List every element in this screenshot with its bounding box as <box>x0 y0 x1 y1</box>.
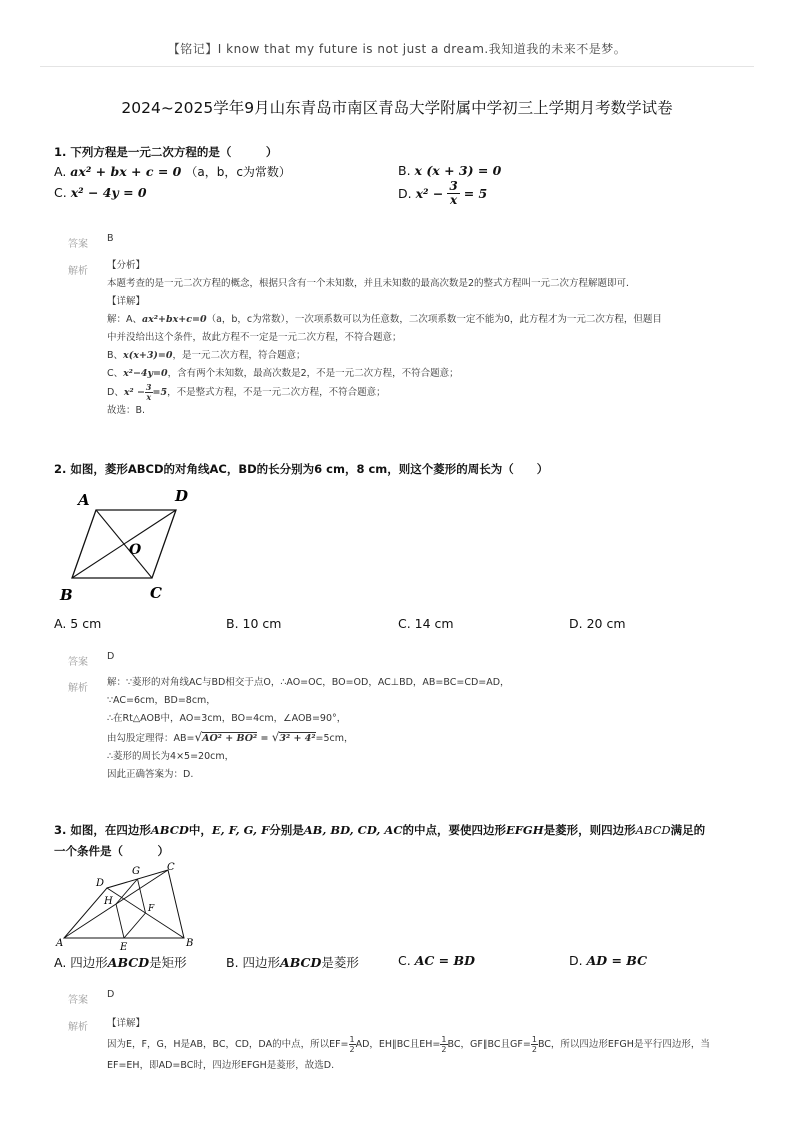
q2-analysis-line: ∴菱形的周长为4×5=20cm， <box>107 751 235 762</box>
q3-option-c[interactable]: C. AC = BD <box>398 953 475 968</box>
q3-stem: 3. 如图，在四边形ABCD中，E, F, G, F分别是AB, BD, CD, AC的中点，要使四边形EFGH是菱形，则四边形ABCD满足的 <box>54 823 706 837</box>
q1-analysis-line: 解：A、ax²+bx+c=0（a，b，c为常数），一次项系数可以为任意数，二次项系数一定不能为0，此方程才为一元二次方程，但题目 <box>107 314 662 325</box>
q2-analysis-line: ∵AC=6cm，BD=8cm， <box>107 695 216 706</box>
q3-analysis-line: 【详解】 <box>107 1018 146 1029</box>
q3-label-c: C <box>167 862 175 873</box>
q2-analysis-line: 由勾股定理得：AB=√AO² + BO² = √3² + 4²=5cm， <box>107 730 354 744</box>
q3-label-e: E <box>120 942 128 952</box>
q2-rhombus-figure <box>52 484 202 606</box>
q1-analysis-line: D、x² − $\frac{3}{x}$ =5，不是整式方程，不是一元二次方程，不符合题意； <box>107 382 386 402</box>
q1-analysis-line: 【分析】 <box>107 260 146 271</box>
q2-answer-label: 答案 <box>68 657 88 668</box>
q3-stem-line2: 一个条件是（ ） <box>54 844 169 858</box>
q1-option-b[interactable] <box>398 163 501 178</box>
q2-option-b[interactable]: B. 10 cm <box>226 616 282 631</box>
q1-option-a-label: A. <box>54 164 67 179</box>
page-title: 2024~2025学年9月山东青岛市南区青岛大学附属中学初三上学期月考数学试卷 <box>121 99 673 117</box>
q1-analysis-line: B、x(x+3)=0，是一元二次方程，符合题意； <box>107 350 306 361</box>
q3-option-d[interactable]: D. AD = BC <box>569 953 648 968</box>
q1-option-c[interactable] <box>54 185 147 200</box>
q1-analysis-line: 故选：B. <box>107 405 146 416</box>
q2-label-o: O <box>129 542 142 558</box>
q3-option-a[interactable]: A. 四边形ABCD是矩形 <box>54 955 187 970</box>
q3-label-b: B <box>186 938 194 949</box>
q1-option-d-fraction <box>447 180 459 207</box>
q3-answer-label: 答案 <box>68 995 88 1006</box>
q3-analysis-label: 解析 <box>68 1022 88 1033</box>
q1-answer-label: 答案 <box>68 239 88 250</box>
q2-analysis-label: 解析 <box>68 683 88 694</box>
q3-quadrilateral-figure <box>54 858 204 952</box>
q1-answer: B <box>107 233 114 244</box>
q1-option-c-math: x² − 4y = 0 <box>70 185 147 200</box>
q1-analysis-label: 解析 <box>68 266 88 277</box>
q2-answer: D <box>107 651 115 662</box>
q3-answer: D <box>107 989 115 1000</box>
q1-analysis-line: 【详解】 <box>107 296 146 307</box>
q1-analysis-line: 本题考查的是一元二次方程的概念，根据只含有一个未知数，并且未知数的最高次数是2的整式方程叫一元二次方程解题即可． <box>107 278 636 289</box>
q2-analysis-line: 因此正确答案为：D. <box>107 769 194 780</box>
q2-label-b: B <box>60 586 73 604</box>
q3-analysis <box>107 1013 710 1076</box>
q2-label-d: D <box>175 487 189 505</box>
q1-option-b-label: B. <box>398 163 411 178</box>
q3-label-f: F <box>148 904 155 914</box>
q2-label-a: A <box>78 491 90 509</box>
q3-analysis-line: 因为E，F，G，H是AB，BC，CD，DA的中点，所以EF= $\frac{1}{2}$ AD，EH∥BC且EH= $\frac{1}{2}$ BC，GF∥BC且GF= $\frac{1}{2}$ BC，所以四边形EFGH是平行四边形，当 <box>107 1035 710 1054</box>
q3-label-h: H <box>104 896 113 907</box>
q2-option-c[interactable]: C. 14 cm <box>398 616 454 631</box>
q1-stem: 1. 下列方程是一元二次方程的是（ ） <box>54 145 278 159</box>
q1-option-d-label: D. <box>398 186 412 201</box>
q3-label-a: A <box>56 938 64 949</box>
q3-analysis-line: EF=EH，即AD=BC时，四边形EFGH是菱形，故选D. <box>107 1060 335 1071</box>
q1-option-d-num: 3 <box>449 179 458 193</box>
q3-label-g: G <box>132 866 140 877</box>
q2-option-d[interactable]: D. 20 cm <box>569 616 626 631</box>
q1-option-d-post: = 5 <box>463 186 488 201</box>
q2-stem: 2. 如图，菱形ABCD的对角线AC，BD的长分别为6 cm，8 cm，则这个菱形的周长为（ ） <box>54 462 549 476</box>
page-motto: 【铭记】I know that my future is not just a dream.我知道我的未来不是梦。 <box>167 42 627 56</box>
q2-label-c: C <box>150 584 162 602</box>
q1-analysis <box>107 257 662 420</box>
q1-option-a[interactable] <box>54 163 291 180</box>
q2-analysis-line: ∴在Rt△AOB中，AO=3cm，BO=4cm，∠AOB=90°， <box>107 713 347 724</box>
q1-option-d-den: x <box>449 193 458 207</box>
q3-label-d: D <box>96 878 105 889</box>
q2-option-a[interactable]: A. 5 cm <box>54 616 102 631</box>
q2-analysis <box>107 674 510 784</box>
header-divider <box>40 66 754 67</box>
q1-option-c-label: C. <box>54 185 67 200</box>
q1-option-a-note: （a，b，c为常数） <box>185 165 291 179</box>
q1-option-d[interactable] <box>398 180 487 207</box>
q1-analysis-line: C、x²−4y=0，含有两个未知数，最高次数是2，不是一元二次方程，不符合题意； <box>107 368 459 379</box>
q1-option-b-math: x (x + 3) = 0 <box>414 163 502 178</box>
q1-option-d-pre: x² − <box>415 186 444 201</box>
q1-option-a-math: ax² + bx + c = 0 <box>70 164 182 179</box>
q3-option-b[interactable]: B. 四边形ABCD是菱形 <box>226 955 359 970</box>
q1-analysis-line: 中并没给出这个条件，故此方程不一定是一元二次方程，不符合题意； <box>107 332 402 343</box>
q2-analysis-line: 解：∵菱形的对角线AC与BD相交于点O，∴AO=OC，BO=OD，AC⊥BD，AB=BC=CD=AD， <box>107 677 510 688</box>
